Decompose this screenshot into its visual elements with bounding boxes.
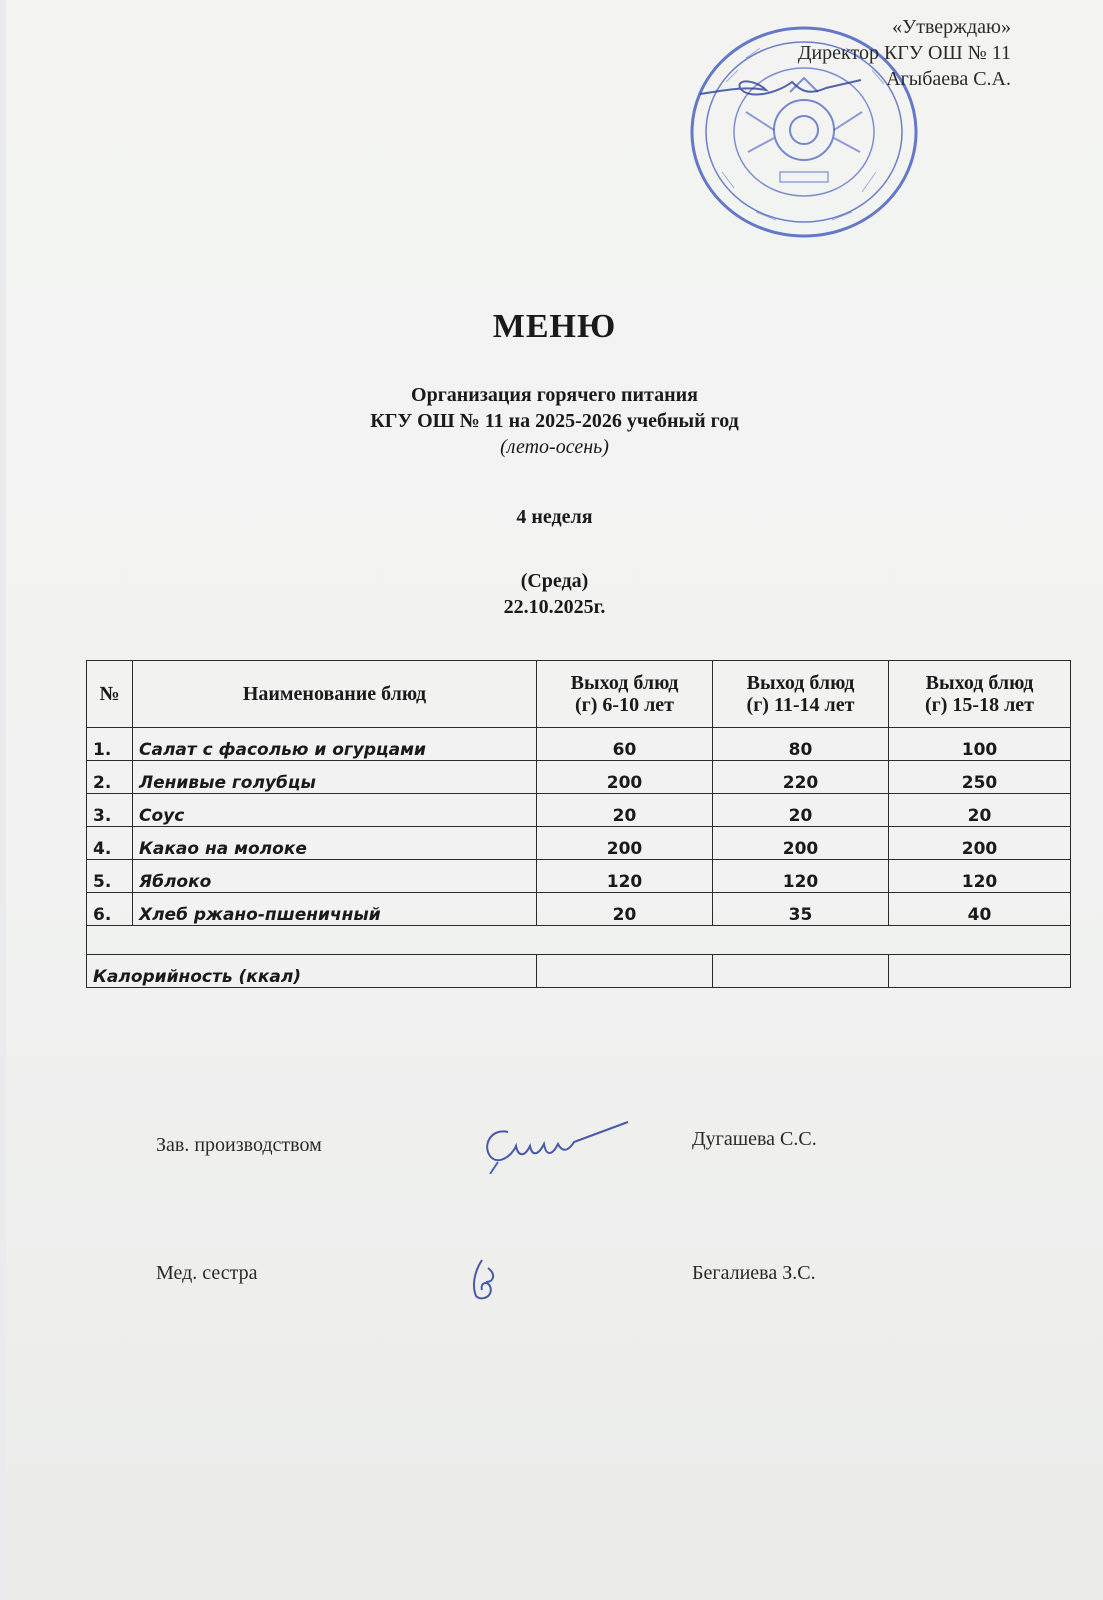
header-dish-name: Наименование блюд xyxy=(133,661,537,728)
subtitle-organization: Организация горячего питания xyxy=(411,384,698,406)
dish-name: Соус xyxy=(133,794,537,827)
calories-15-18 xyxy=(889,955,1071,988)
yield-11-14: 80 xyxy=(713,728,889,761)
yield-6-10: 120 xyxy=(537,860,713,893)
yield-6-10: 60 xyxy=(537,728,713,761)
header-yield-6-10: Выход блюд (г) 6-10 лет xyxy=(537,661,713,728)
header-yield-11-14: Выход блюд (г) 11-14 лет xyxy=(713,661,889,728)
row-number: 1. xyxy=(87,728,133,761)
calories-6-10 xyxy=(537,955,713,988)
approval-heading: «Утверждаю» xyxy=(892,16,1011,38)
yield-6-10: 20 xyxy=(537,794,713,827)
header-number: № xyxy=(87,661,133,728)
row-number: 4. xyxy=(87,827,133,860)
yield-11-14: 220 xyxy=(713,761,889,794)
production-head-signature xyxy=(478,1116,638,1174)
yield-15-18: 40 xyxy=(889,893,1071,926)
nurse-role: Мед. сестра xyxy=(156,1262,258,1284)
row-number: 2. xyxy=(87,761,133,794)
calories-row xyxy=(87,955,1071,988)
calories-11-14 xyxy=(713,955,889,988)
empty-cell xyxy=(87,926,1071,955)
row-number: 3. xyxy=(87,794,133,827)
menu-table xyxy=(86,660,1071,988)
row-number: 6. xyxy=(87,893,133,926)
table-header-row xyxy=(87,661,1071,728)
approval-position: Директор КГУ ОШ № 11 xyxy=(797,42,1011,64)
yield-15-18: 120 xyxy=(889,860,1071,893)
dish-name: Хлеб ржано-пшеничный xyxy=(133,893,537,926)
yield-15-18: 250 xyxy=(889,761,1071,794)
nurse-signature xyxy=(468,1256,504,1302)
yield-6-10: 200 xyxy=(537,827,713,860)
yield-6-10: 200 xyxy=(537,761,713,794)
table-row xyxy=(87,827,1071,860)
table-row xyxy=(87,893,1071,926)
yield-6-10: 20 xyxy=(537,893,713,926)
yield-15-18: 200 xyxy=(889,827,1071,860)
page-title: МЕНЮ xyxy=(492,308,617,345)
approval-director-name: Агыбаева С.А. xyxy=(886,68,1011,90)
yield-11-14: 120 xyxy=(713,860,889,893)
yield-11-14: 20 xyxy=(713,794,889,827)
table-row xyxy=(87,761,1071,794)
calories-label: Калорийность (ккал) xyxy=(87,955,537,988)
yield-11-14: 200 xyxy=(713,827,889,860)
dish-name: Какао на молоке xyxy=(133,827,537,860)
dish-name: Яблоко xyxy=(133,860,537,893)
weekday-label: (Среда) xyxy=(520,570,589,592)
dish-name: Ленивые голубцы xyxy=(133,761,537,794)
production-head-name: Дугашева С.С. xyxy=(692,1128,817,1150)
yield-15-18: 100 xyxy=(889,728,1071,761)
subtitle-school-year: КГУ ОШ № 11 на 2025-2026 учебный год xyxy=(370,410,739,432)
table-row xyxy=(87,860,1071,893)
approval-block xyxy=(798,14,1011,92)
nurse-name: Бегалиева З.С. xyxy=(692,1262,816,1284)
row-number: 5. xyxy=(87,860,133,893)
dish-name: Салат с фасолью и огурцами xyxy=(133,728,537,761)
table-row xyxy=(87,794,1071,827)
date-label: 22.10.2025г. xyxy=(503,596,606,618)
document-page xyxy=(6,0,1103,1600)
yield-11-14: 35 xyxy=(713,893,889,926)
empty-row xyxy=(87,926,1071,955)
header-yield-15-18: Выход блюд (г) 15-18 лет xyxy=(889,661,1071,728)
table-row xyxy=(87,728,1071,761)
season-label: (лето-осень) xyxy=(500,436,609,458)
production-head-role: Зав. производством xyxy=(156,1134,322,1156)
week-label: 4 неделя xyxy=(516,506,593,528)
yield-15-18: 20 xyxy=(889,794,1071,827)
